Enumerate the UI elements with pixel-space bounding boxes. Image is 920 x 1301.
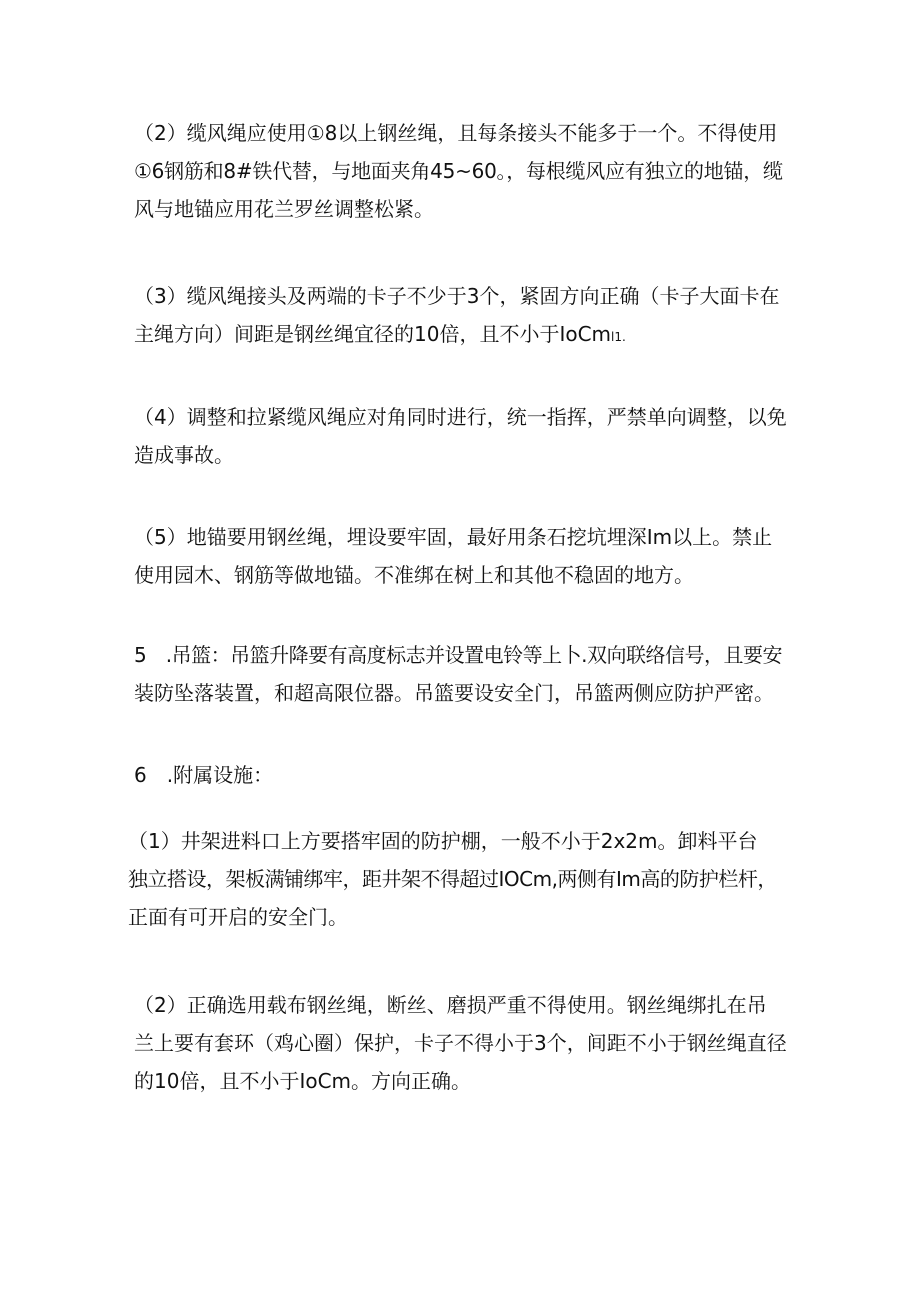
text-line: 的10倍，且不小于IoCm。方向正确。 (134, 1069, 472, 1093)
text-line: （2）正确选用载布钢丝绳，断丝、磨损严重不得使用。钢丝绳绑扎在吊 (134, 993, 767, 1017)
text-line: 兰上要有套环（鸡心圈）保护，卡子不得小于3个，间距不小于钢丝绳直径 (134, 1031, 787, 1055)
text-line: 正面有可开启的安全门。 (128, 905, 348, 929)
text-line: 使用园木、钢筋等做地锚。不准绑在树上和其他不稳固的地方。 (134, 563, 694, 587)
text-line: （3）缆风绳接头及两端的卡子不少于3个，紧固方向正确（卡子大面卡在 (134, 284, 780, 308)
section-heading: 6 .附属设施： (134, 763, 274, 787)
paragraph-6-1-protective-shed (128, 822, 784, 936)
text-line: 5 .吊篮：吊篮升降要有高度标志并设置电铃等上卜.双向联络信号，且要安 (134, 643, 782, 667)
section-5-hanging-basket (134, 636, 790, 712)
text-line: （4）调整和拉紧缆风绳应对角同时进行，统一指挥，严禁单向调整，以免 (134, 405, 787, 429)
text-line: 装防坠落装置，和超高限位器。吊篮要设安全门，吊篮两侧应防护严密。 (134, 681, 774, 705)
text-line (134, 315, 790, 356)
paragraph-2-guy-rope (134, 114, 790, 228)
text-line: ①6钢筋和8#铁代替，与地面夹角45~60。，每根缆风应有独立的地锚，缆 (134, 159, 783, 183)
paragraph-4-tightening (134, 398, 790, 474)
text-line: （5）地锚要用钢丝绳，埋设要牢固，最好用条石挖坑埋深Im以上。禁止 (134, 525, 773, 549)
text-line: 风与地锚应用花兰罗丝调整松紧。 (134, 197, 434, 221)
text-line: （1）井架进料口上方要搭牢固的防护棚，一般不小于2x2m。卸料平台 (128, 829, 758, 853)
section-6-heading (134, 756, 790, 794)
paragraph-5-ground-anchor (134, 518, 790, 594)
text-line-subscript: l1. (611, 330, 626, 344)
paragraph-3-clamps (134, 277, 790, 356)
text-line: （2）缆风绳应使用①8以上钢丝绳，且每条接头不能多于一个。不得使用 (134, 121, 778, 145)
text-line: 独立搭设，架板满铺绑牢，距井架不得超过IOCm,两侧有Im高的防护栏杆， (128, 867, 777, 891)
paragraph-6-2-wire-rope (134, 986, 790, 1100)
text-line-main: 主绳方向）间距是钢丝绳宜径的10倍，且不小于IoCm (134, 322, 612, 346)
text-line: 造成事故。 (134, 443, 234, 467)
